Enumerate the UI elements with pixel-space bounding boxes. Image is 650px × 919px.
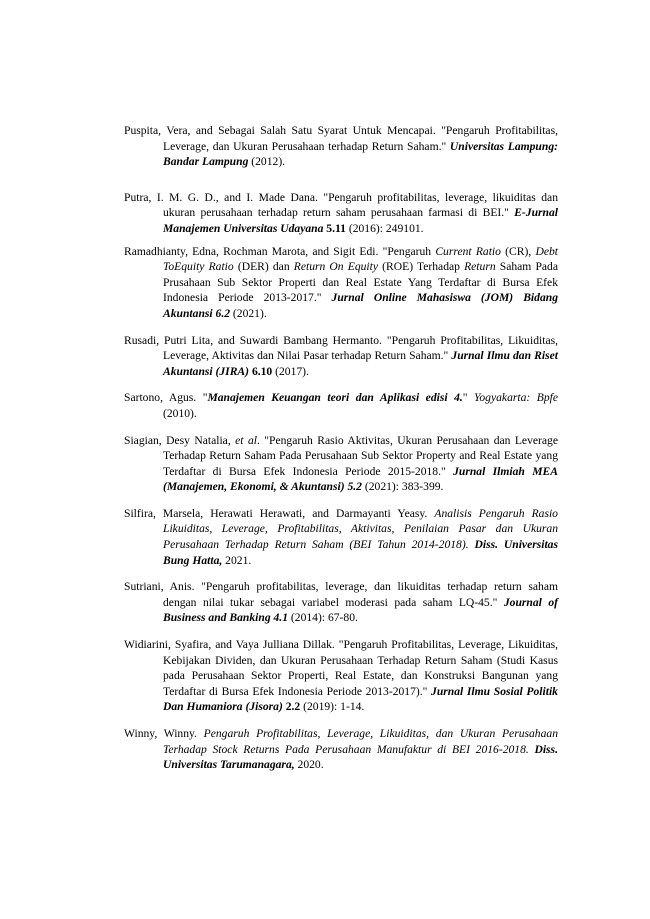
reference-text: 2020. xyxy=(294,758,324,772)
reference-emphasis: E-Jurnal Manajemen Universitas Udayana xyxy=(163,206,558,235)
reference-text: Sutriani, Anis. "Pengaruh profitabilitas, leverage, dan likuiditas terhadap return saham dengan nilai tukar sebagai variabel moderasi pada saham LQ-45." xyxy=(124,580,558,609)
reference-text: Sartono, Agus. " xyxy=(124,391,208,405)
reference-text: (2012). xyxy=(248,155,286,169)
reference-text: Puspita, Vera, and Sebagai Salah Satu Syarat Untuk Mencapai. "Pengaruh Profitabilitas, Leverage, dan Ukuran Perusahaan terhadap Return Saham." xyxy=(124,124,558,153)
reference-emphasis: Yogyakarta: Bpfe xyxy=(474,391,558,405)
reference-emphasis: 5.11 xyxy=(326,221,346,235)
reference-entry xyxy=(124,637,558,715)
reference-text: Silfira, Marsela, Herawati Herawati, and Darmayanti Yeasy. xyxy=(124,506,435,520)
reference-text: (2019): 1-14. xyxy=(300,700,365,714)
reference-text: Ramadhianty, Edna, Rochman Marota, and Sigit Edi. "Pengaruh xyxy=(124,244,436,258)
reference-text: Putra, I. M. G. D., and I. Made Dana. "Pengaruh profitabilitas, leverage, likuiditas dan ukuran perusahaan terhadap return saham perusahaan farmasi di BEI." xyxy=(124,190,558,220)
reference-text: Saham Pada Prusahaan Sub Sektor Properti dan Real Estate Yang Terdaftar di Bursa Efek Indonesia Periode 2013-2017." xyxy=(163,260,558,305)
reference-text: (2014): 67-80. xyxy=(288,611,358,625)
reference-entry xyxy=(124,333,558,380)
reference-text: Winny, Winny. xyxy=(124,727,204,740)
reference-text: Siagian, Desy Natalia, xyxy=(124,433,236,447)
reference-entry xyxy=(124,123,558,170)
reference-emphasis: Jurnal Ilmiah MEA (Manajemen, Ekonomi, & Akuntansi) 5.2 xyxy=(163,464,558,494)
reference-emphasis: Debt ToEquity Ratio xyxy=(163,244,558,274)
reference-entry xyxy=(124,190,558,237)
reference-entry xyxy=(124,433,558,495)
reference-emphasis: Analisis Pengaruh Rasio Likuiditas, Leverage, Profitabilitas, Aktivitas, Penilaian Pasar dan Ukuran Perusahaan Terhadap Return Saham (BEI Tahun 2014-2018). xyxy=(163,506,558,552)
reference-emphasis: Diss. Universitas Tarumanagara, xyxy=(163,742,558,772)
reference-text: Rusadi, Putri Lita, and Suwardi Bambang Hermanto. "Pengaruh Profitabilitas, Likuiditas, Leverage, Aktivitas dan Nilai Pasar terhadap Return Saham." xyxy=(124,333,558,363)
reference-text: . "Pengaruh Rasio Aktivitas, Ukuran Perusahaan dan Leverage Terhadap Return Saham Pada Perusahaan Sub Sektor Property and Real Estate yang Terdaftar di Bursa Efek Indonesia Periode 2015-2018." xyxy=(163,433,558,478)
reference-entry xyxy=(124,244,558,322)
reference-text: (DER) dan xyxy=(233,260,294,274)
reference-emphasis: Jurnal Ilmu dan Riset Akuntansi (JIRA) xyxy=(163,349,558,378)
reference-text: (2016): 249101. xyxy=(345,221,424,235)
reference-text: 2021. xyxy=(222,553,252,567)
reference-emphasis: Journal of Business and Banking 4.1 xyxy=(163,595,558,625)
reference-entry xyxy=(124,579,558,626)
reference-emphasis: 6.10 xyxy=(251,364,273,378)
reference-emphasis: et al xyxy=(235,433,257,447)
reference-emphasis: Jurnal Online Mahasiswa (JOM) Bidang Akuntansi 6.2 xyxy=(163,291,558,320)
reference-emphasis: 2.2 xyxy=(285,700,301,714)
reference-text: (2021): 383-399. xyxy=(361,480,444,494)
reference-emphasis: Return On Equity xyxy=(293,260,379,274)
reference-text: (ROE) Terhadap xyxy=(378,260,465,274)
reference-text: (2021). xyxy=(230,306,267,320)
reference-entry xyxy=(124,390,558,421)
reference-text: " xyxy=(462,391,474,405)
reference-emphasis: Manajemen Keuangan teori dan Aplikasi edisi 4. xyxy=(207,391,463,405)
reference-entry xyxy=(124,506,558,568)
reference-emphasis: Universitas Lampung: Bandar Lampung xyxy=(163,139,558,169)
reference-emphasis: Diss. Universitas Bung Hatta, xyxy=(163,538,558,567)
reference-emphasis: Return xyxy=(464,260,496,274)
reference-text: (CR), xyxy=(500,244,536,258)
reference-emphasis: Jurnal Ilmu Sosial Politik Dan Humaniora (Jisora) xyxy=(163,684,558,714)
reference-emphasis: Current Ratio xyxy=(435,244,501,258)
reference-text: (2017). xyxy=(272,364,309,378)
reference-text: (2010). xyxy=(163,406,197,420)
reference-list xyxy=(124,123,558,773)
reference-entry xyxy=(124,726,558,773)
reference-emphasis: Pengaruh Profitabilitas, Leverage, Likuiditas, dan Ukuran Perusahaan Terhadap Stock Returns Pada Perusahaan Manufaktur di BEI 2016-2018. xyxy=(163,727,558,756)
reference-text: Widiarini, Syafira, and Vaya Julliana Dillak. "Pengaruh Profitabilitas, Leverage, Likuiditas, Kebijakan Dividen, dan Ukuran Perusahaan Terhadap Return Saham (Studi Kasus pada Perusahaan Sektor Properti, Real Estate, dan Konstruksi Bangunan yang Terdaftar di Bursa Efek Indonesia Periode 2013-2017)." xyxy=(124,638,558,698)
